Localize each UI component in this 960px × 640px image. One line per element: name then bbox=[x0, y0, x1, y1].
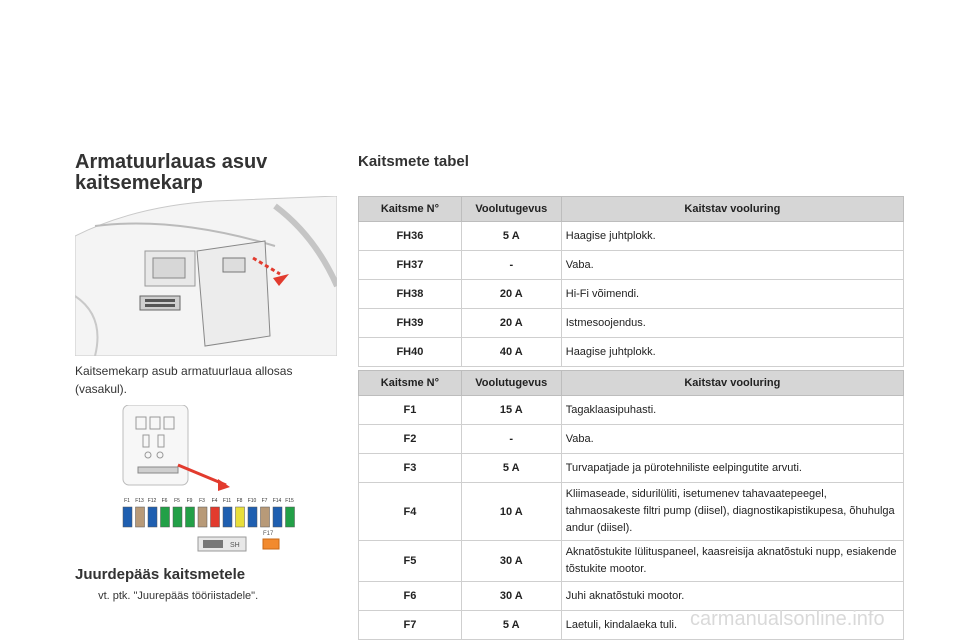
fuse-number-cell: FH38 bbox=[359, 280, 462, 309]
col-header-circuit: Kaitstav vooluring bbox=[561, 371, 903, 396]
fuse bbox=[286, 507, 295, 527]
rating-cell: 10 A bbox=[461, 483, 561, 541]
table-row bbox=[359, 483, 904, 541]
f17-label: F17 bbox=[263, 531, 274, 537]
circuit-cell: Vaba. bbox=[561, 251, 903, 280]
fuse-number-cell: F2 bbox=[359, 425, 462, 454]
fusebox-illustration bbox=[118, 405, 303, 555]
circuit-cell: Vaba. bbox=[561, 425, 903, 454]
fuse-label: F1 bbox=[124, 498, 130, 504]
circuit-cell: Istmesoojendus. bbox=[561, 309, 903, 338]
table-header-row bbox=[359, 371, 904, 396]
fuse-label: F13 bbox=[135, 498, 144, 504]
watermark: carmanualsonline.info bbox=[690, 608, 885, 630]
fuse-number-cell: FH36 bbox=[359, 222, 462, 251]
fuse bbox=[223, 507, 232, 527]
fuse bbox=[261, 507, 270, 527]
fuse-table-1 bbox=[358, 196, 904, 367]
fuse-number-cell: F5 bbox=[359, 541, 462, 582]
fuse bbox=[198, 507, 207, 527]
access-note bbox=[75, 590, 258, 602]
circuit-cell: Laetuli, kindalaeka tuli. bbox=[561, 611, 903, 640]
col-header-fuse: Kaitsme N° bbox=[359, 197, 462, 222]
fuse-label: F15 bbox=[285, 498, 294, 504]
fuse-number-cell: F1 bbox=[359, 396, 462, 425]
rating-cell: 5 A bbox=[461, 222, 561, 251]
fuse bbox=[211, 507, 220, 527]
circuit-cell: Haagise juhtplokk. bbox=[561, 338, 903, 367]
rating-cell: 20 A bbox=[461, 309, 561, 338]
fuse-label: F11 bbox=[222, 498, 232, 504]
fuse bbox=[123, 507, 132, 527]
col-header-circuit: Kaitstav vooluring bbox=[561, 197, 903, 222]
circuit-cell: Tagaklaasipuhasti. bbox=[561, 396, 903, 425]
fuse bbox=[136, 507, 145, 527]
table-row bbox=[359, 338, 904, 367]
fuse-label: F14 bbox=[272, 498, 282, 504]
fuse bbox=[236, 507, 245, 527]
rating-cell: 15 A bbox=[461, 396, 561, 425]
page-title bbox=[75, 152, 335, 194]
fuse-label: F4 bbox=[211, 498, 218, 504]
fuse-label: F12 bbox=[147, 498, 157, 504]
rating-cell: 30 A bbox=[461, 541, 561, 582]
table-row bbox=[359, 541, 904, 582]
fuse-label: F10 bbox=[247, 498, 257, 504]
fuse-label: F9 bbox=[186, 498, 193, 504]
table-row bbox=[359, 309, 904, 338]
fuse-number-cell: F3 bbox=[359, 454, 462, 483]
fuse-label: F8 bbox=[236, 498, 243, 504]
fuse-number-cell: FH40 bbox=[359, 338, 462, 367]
table-row bbox=[359, 280, 904, 309]
fuse-number-cell: F7 bbox=[359, 611, 462, 640]
fuse-number-cell: F4 bbox=[359, 483, 462, 541]
col-header-rating: Voolutugevus bbox=[461, 371, 561, 396]
fuse bbox=[186, 507, 195, 527]
page-title-line2: kaitsemekarp bbox=[75, 172, 203, 194]
fuse bbox=[173, 507, 182, 527]
fuse-number-cell: FH39 bbox=[359, 309, 462, 338]
table-row bbox=[359, 582, 904, 611]
table-row bbox=[359, 396, 904, 425]
fuse bbox=[161, 507, 170, 527]
table-row bbox=[359, 425, 904, 454]
fuse-label: F6 bbox=[161, 498, 168, 504]
page-title-line1: Armatuurlauas asuv bbox=[75, 151, 268, 173]
rating-cell: 5 A bbox=[461, 611, 561, 640]
circuit-cell: Hi-Fi võimendi. bbox=[561, 280, 903, 309]
fuse-table-2 bbox=[358, 370, 904, 640]
location-caption: Kaitsemekarp asub armatuurlaua allosas (vasakul). bbox=[75, 364, 293, 396]
fuse bbox=[248, 507, 257, 527]
fuse-table-heading: Kaitsmete tabel bbox=[358, 153, 469, 170]
fuse bbox=[273, 507, 282, 527]
table-row bbox=[359, 222, 904, 251]
rating-cell: 20 A bbox=[461, 280, 561, 309]
rating-cell: - bbox=[461, 425, 561, 454]
col-header-fuse: Kaitsme N° bbox=[359, 371, 462, 396]
rating-cell: 40 A bbox=[461, 338, 561, 367]
circuit-cell: Kliimaseade, sidurilüliti, isetumenev tahavaatepeegel, tahmaosakeste filtri pump (diisel), diagnostikapistikupesa, õhuhulga andur (diisel). bbox=[561, 483, 903, 541]
access-heading: Juurdepääs kaitsmetele bbox=[75, 566, 246, 583]
fuse-label: F5 bbox=[174, 498, 180, 504]
table-row bbox=[359, 251, 904, 280]
dashboard-illustration bbox=[75, 196, 337, 356]
fuse-number-cell: F6 bbox=[359, 582, 462, 611]
rating-cell: 5 A bbox=[461, 454, 561, 483]
table-header-row bbox=[359, 197, 904, 222]
circuit-cell: Haagise juhtplokk. bbox=[561, 222, 903, 251]
sh-label: SH bbox=[230, 542, 240, 549]
circuit-cell: Aknatõstukite lülituspaneel, kaasreisija aknatõstuki nupp, esiakende tõstukite mootor. bbox=[561, 541, 903, 582]
rating-cell: - bbox=[461, 251, 561, 280]
circuit-cell: Turvapatjade ja pürotehniliste eelpingutite arvuti. bbox=[561, 454, 903, 483]
circuit-cell: Juhi aknatõstuki mootor. bbox=[561, 582, 903, 611]
table-row bbox=[359, 454, 904, 483]
fuse-number-cell: FH37 bbox=[359, 251, 462, 280]
fuse-label: F3 bbox=[199, 498, 205, 504]
fuse bbox=[148, 507, 157, 527]
rating-cell: 30 A bbox=[461, 582, 561, 611]
fuse-label: F7 bbox=[261, 498, 268, 504]
access-note-text: vt. ptk. "Juurepääs tööriistadele". bbox=[98, 590, 259, 602]
col-header-rating: Voolutugevus bbox=[461, 197, 561, 222]
